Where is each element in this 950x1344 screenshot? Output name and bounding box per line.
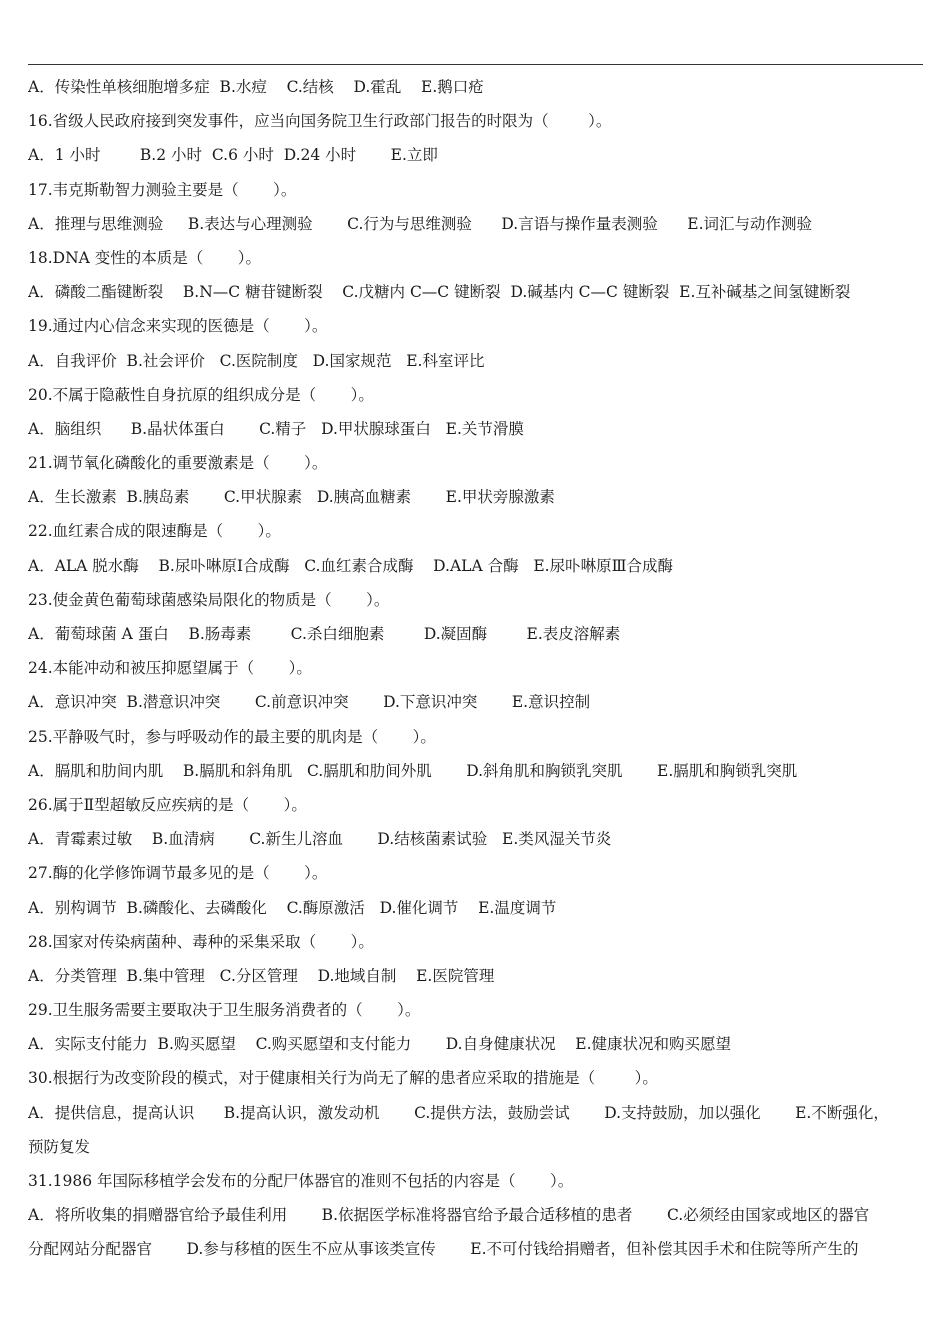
answer-options-31: A．将所收集的捐赠器官给予最佳利用 B.依据医学标准将器官给予最合适移植的患者 C.必须经由国家或地区的器官 bbox=[28, 1206, 870, 1225]
answer-options-20: A．脑组织 B.晶状体蛋白 C.精子 D.甲状腺球蛋白 E.关节滑膜 bbox=[28, 419, 524, 438]
answer-options-17: A．推理与思维测验 B.表达与心理测验 C.行为与思维测验 D.言语与操作量表测验 E.词汇与动作测验 bbox=[28, 214, 813, 233]
question-19: 19.通过内心信念来实现的医德是（ ）。 bbox=[28, 317, 328, 336]
question-30: 30.根据行为改变阶段的模式，对于健康相关行为尚无了解的患者应采取的措施是（ ）。 bbox=[28, 1069, 658, 1088]
document-body bbox=[28, 70, 928, 1267]
answer-options-31-continued: 分配网站分配器官 D.参与移植的医生不应从事该类宣传 E.不可付钱给捐赠者，但补偿其因手术和住院等所产生的 bbox=[28, 1240, 859, 1259]
question-17: 17.韦克斯勒智力测验主要是（ ）。 bbox=[28, 180, 297, 199]
question-28: 28.国家对传染病菌种、毒种的采集采取（ ）。 bbox=[28, 932, 374, 951]
question-22: 22.血红素合成的限速酶是（ ）。 bbox=[28, 522, 281, 541]
answer-options-21: A．生长激素 B.胰岛素 C.甲状腺素 D.胰高血糖素 E.甲状旁腺激素 bbox=[28, 488, 555, 507]
answer-options-26: A．青霉素过敏 B.血清病 C.新生儿溶血 D.结核菌素试验 E.类风湿关节炎 bbox=[28, 830, 612, 849]
answer-options-15: A．传染性单核细胞增多症 B.水痘 C.结核 D.霍乱 E.鹅口疮 bbox=[28, 78, 484, 96]
question-25: 25.平静吸气时，参与呼吸动作的最主要的肌肉是（ ）。 bbox=[28, 727, 436, 746]
question-20: 20.不属于隐蔽性自身抗原的组织成分是（ ）。 bbox=[28, 385, 374, 404]
answer-options-29: A．实际支付能力 B.购买愿望 C.购买愿望和支付能力 D.自身健康状况 E.健康状况和购买愿望 bbox=[28, 1035, 732, 1054]
answer-options-16: A．1 小时 B.2 小时 C.6 小时 D.24 小时 E.立即 bbox=[28, 146, 438, 165]
answer-options-18: A．磷酸二酯键断裂 B.N—C 糖苷键断裂 C.戊糖内 C—C 键断裂 D.碱基内 C—C 键断裂 E.互补碱基之间氢键断裂 bbox=[28, 283, 851, 302]
question-18: 18.DNA 变性的本质是（ ）。 bbox=[28, 248, 262, 267]
answer-options-27: A．别构调节 B.磷酸化、去磷酸化 C.酶原激活 D.催化调节 E.温度调节 bbox=[28, 898, 557, 917]
question-24: 24.本能冲动和被压抑愿望属于（ ）。 bbox=[28, 659, 312, 678]
question-26: 26.属于Ⅱ型超敏反应疾病的是（ ）。 bbox=[28, 795, 307, 814]
question-21: 21.调节氧化磷酸化的重要激素是（ ）。 bbox=[28, 454, 328, 473]
answer-options-25: A．膈肌和肋间内肌 B.膈肌和斜角肌 C.膈肌和肋间外肌 D.斜角肌和胸锁乳突肌 E.膈肌和胸锁乳突肌 bbox=[28, 761, 798, 780]
answer-options-22: A．ALA 脱水酶 B.尿卟啉原Ⅰ合成酶 C.血红素合成酶 D.ALA 合酶 E.尿卟啉原Ⅲ合成酶 bbox=[28, 556, 674, 575]
header-rule bbox=[28, 64, 923, 65]
question-16: 16.省级人民政府接到突发事件，应当向国务院卫生行政部门报告的时限为（ ）。 bbox=[28, 112, 612, 131]
answer-options-30-continued: 预防复发 bbox=[28, 1137, 91, 1156]
answer-options-30: A．提供信息，提高认识 B.提高认识，激发动机 C.提供方法，鼓励尝试 D.支持鼓励，加以强化 E.不断强化， bbox=[28, 1103, 889, 1122]
question-23: 23.使金黄色葡萄球菌感染局限化的物质是（ ）。 bbox=[28, 590, 390, 609]
answer-options-24: A．意识冲突 B.潜意识冲突 C.前意识冲突 D.下意识冲突 E.意识控制 bbox=[28, 693, 591, 712]
question-31: 31.1986 年国际移植学会发布的分配尸体器官的准则不包括的内容是（ ）。 bbox=[28, 1172, 574, 1190]
answer-options-19: A．自我评价 B.社会评价 C.医院制度 D.国家规范 E.科室评比 bbox=[28, 351, 485, 370]
answer-options-23: A．葡萄球菌 A 蛋白 B.肠毒素 C.杀白细胞素 D.凝固酶 E.表皮溶解素 bbox=[28, 625, 621, 643]
answer-options-28: A．分类管理 B.集中管理 C.分区管理 D.地域自制 E.医院管理 bbox=[28, 966, 495, 985]
question-27: 27.酶的化学修饰调节最多见的是（ ）。 bbox=[28, 864, 328, 883]
question-29: 29.卫生服务需要主要取决于卫生服务消费者的（ ）。 bbox=[28, 1001, 421, 1020]
